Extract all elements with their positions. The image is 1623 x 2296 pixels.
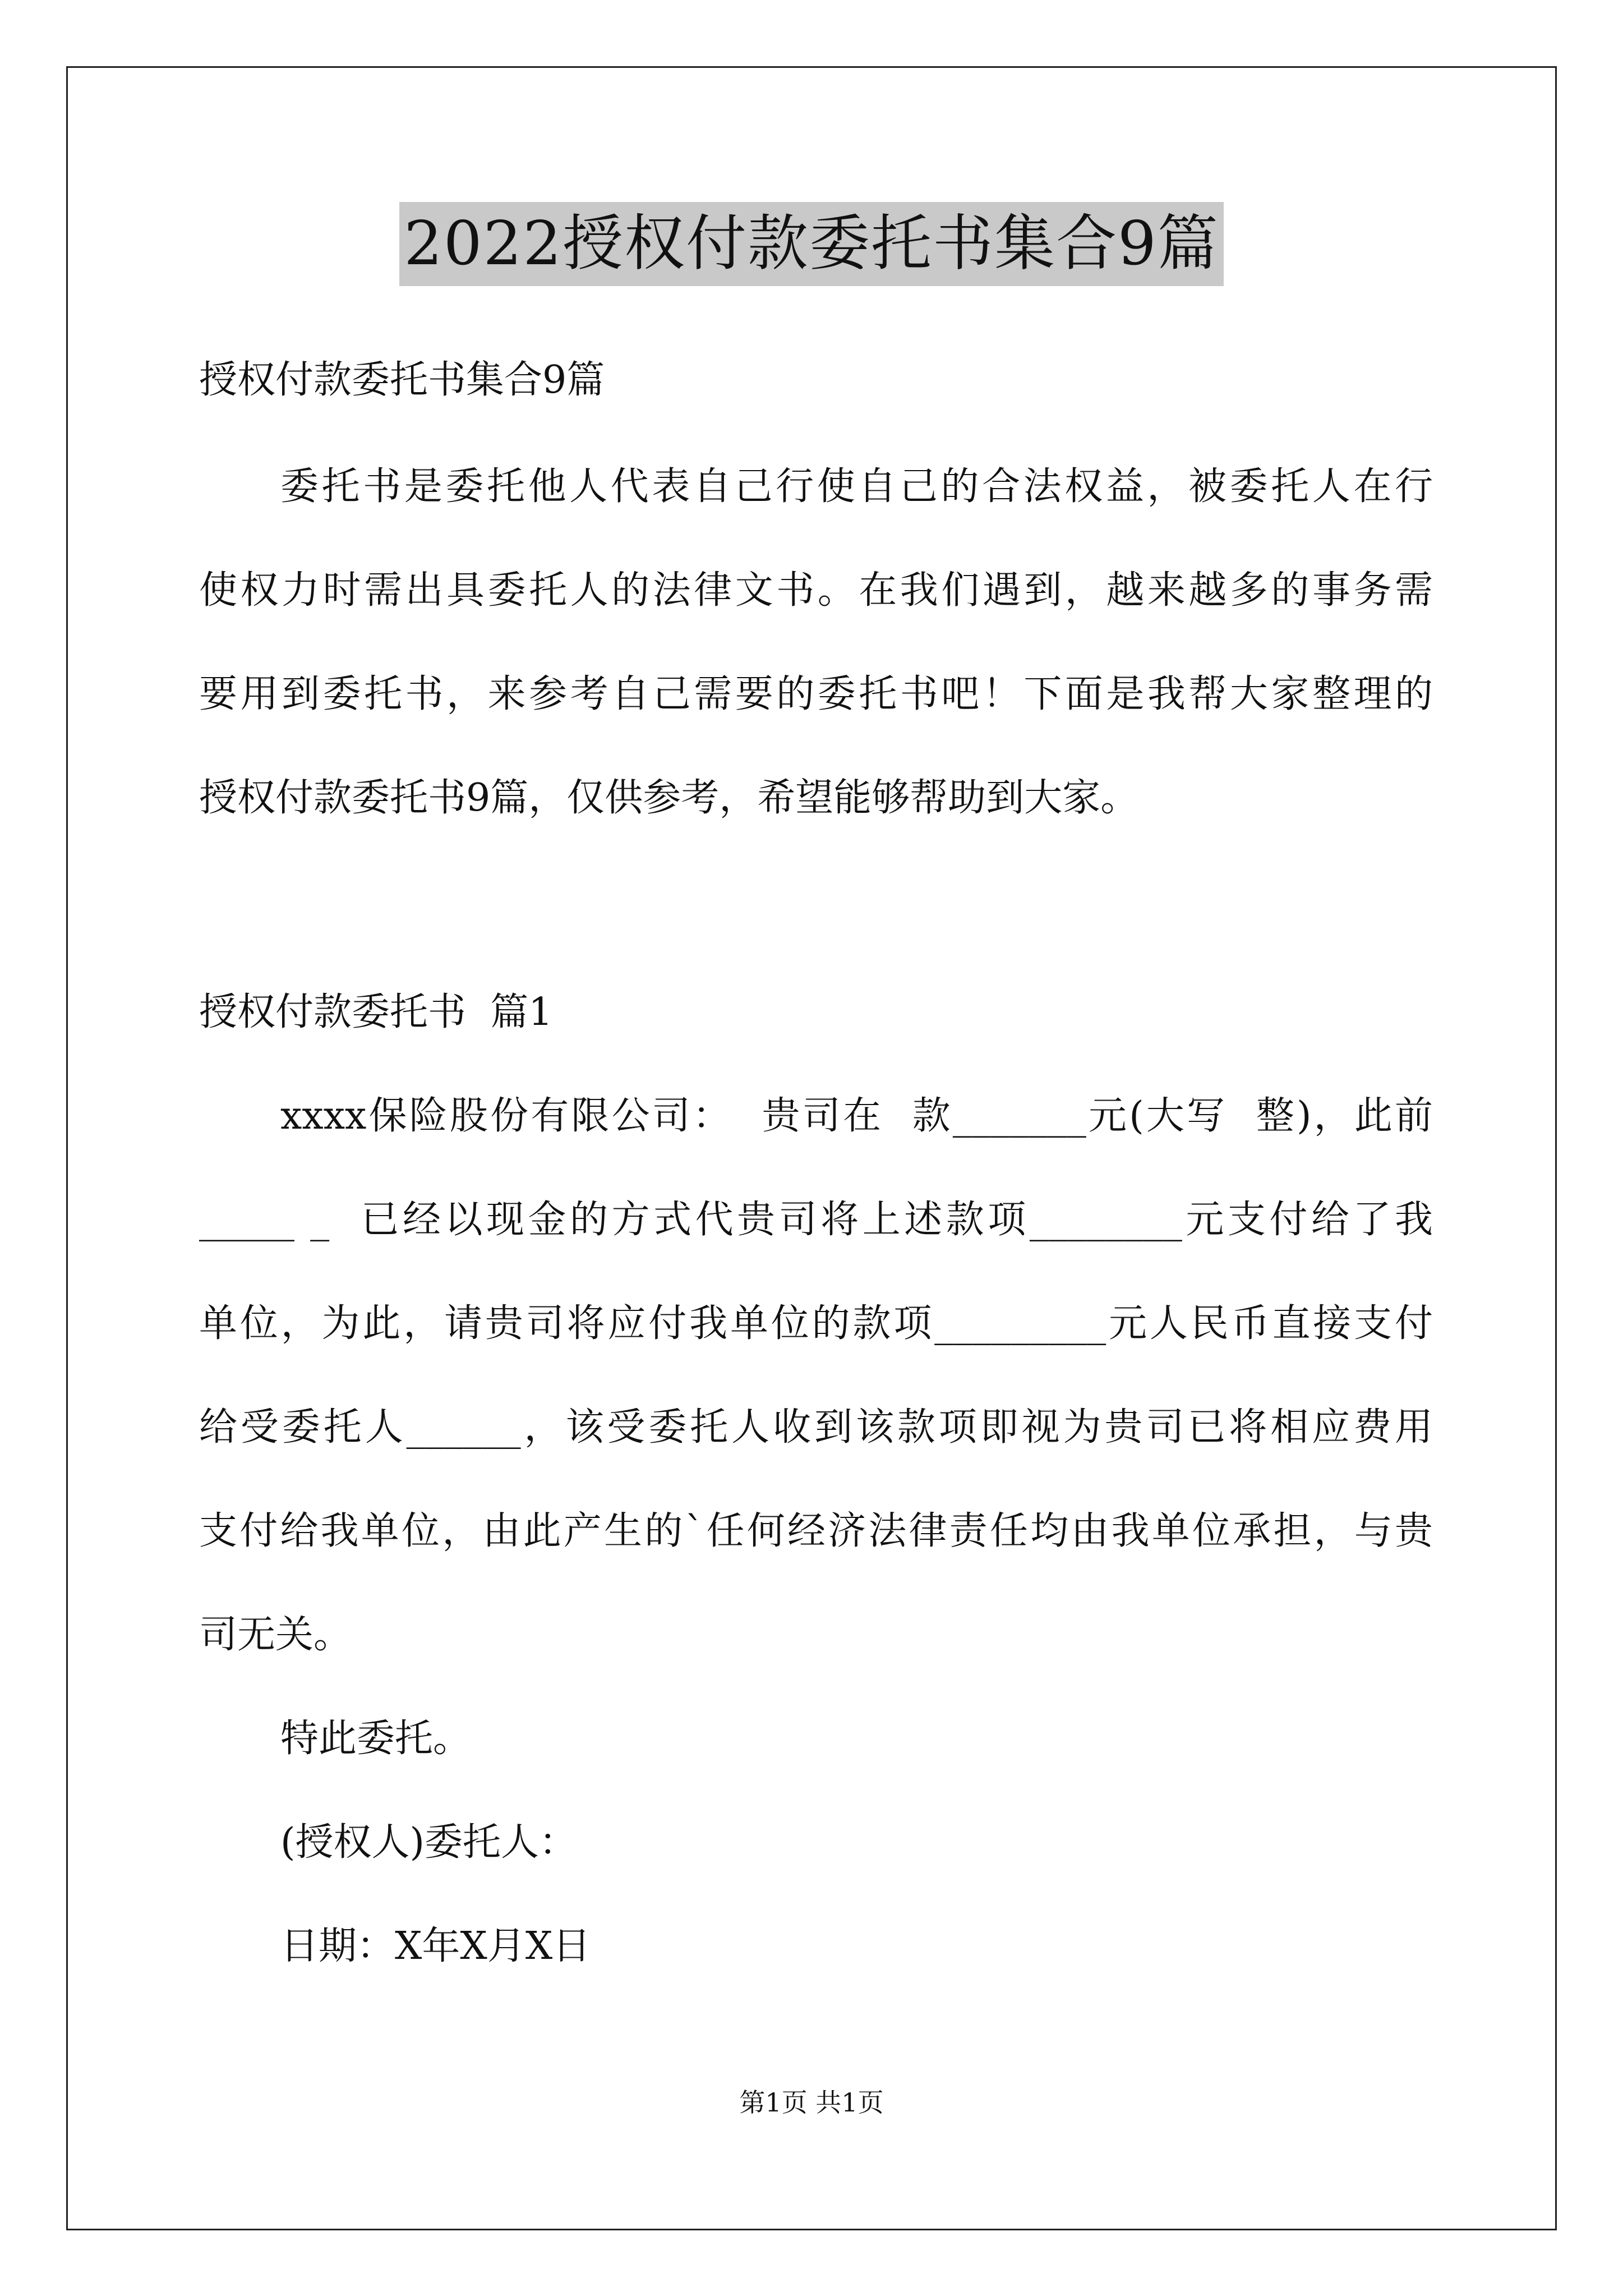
body-line-6: 司无关。 xyxy=(199,1613,352,1657)
document-title: 2022授权付款委托书集合9篇 xyxy=(399,202,1224,286)
intro-line-3: 要用到委托书，来参考自己需要的委托书吧！下面是我帮大家整理的 xyxy=(199,672,1433,716)
intro-line-4: 授权付款委托书9篇，仅供参考，希望能够帮助到大家。 xyxy=(199,776,1139,820)
body-line-5: 支付给我单位，由此产生的`任何经济法律责任均由我单位承担，与贵 xyxy=(199,1509,1433,1553)
body-line-2: _____ _ 已经以现金的方式代贵司将上述款项________元支付给了我 xyxy=(199,1198,1433,1242)
closing-text: 特此委托。 xyxy=(280,1717,472,1761)
intro-line-1: 委托书是委托他人代表自己行使自己的合法权益，被委托人在行 xyxy=(280,464,1433,509)
date-line: 日期：X年X月X日 xyxy=(280,1924,591,1968)
grantor-line: (授权人)委托人： xyxy=(280,1820,578,1865)
document-subtitle: 授权付款委托书集合9篇 xyxy=(199,358,605,402)
intro-line-2: 使权力时需出具委托人的法律文书。在我们遇到，越来越多的事务需 xyxy=(199,568,1433,613)
body-line-1: xxxx保险股份有限公司： 贵司在 款_______元(大写 整)，此前 xyxy=(280,1094,1433,1138)
page-footer: 第1页 共1页 xyxy=(739,2087,884,2118)
body-line-4: 给受委托人______，该受委托人收到该款项即视为贵司已将相应费用 xyxy=(199,1405,1433,1450)
body-line-3: 单位，为此，请贵司将应付我单位的款项_________元人民币直接支付 xyxy=(199,1301,1433,1346)
section-heading: 授权付款委托书 篇1 xyxy=(199,990,553,1034)
title-container xyxy=(0,202,1623,286)
